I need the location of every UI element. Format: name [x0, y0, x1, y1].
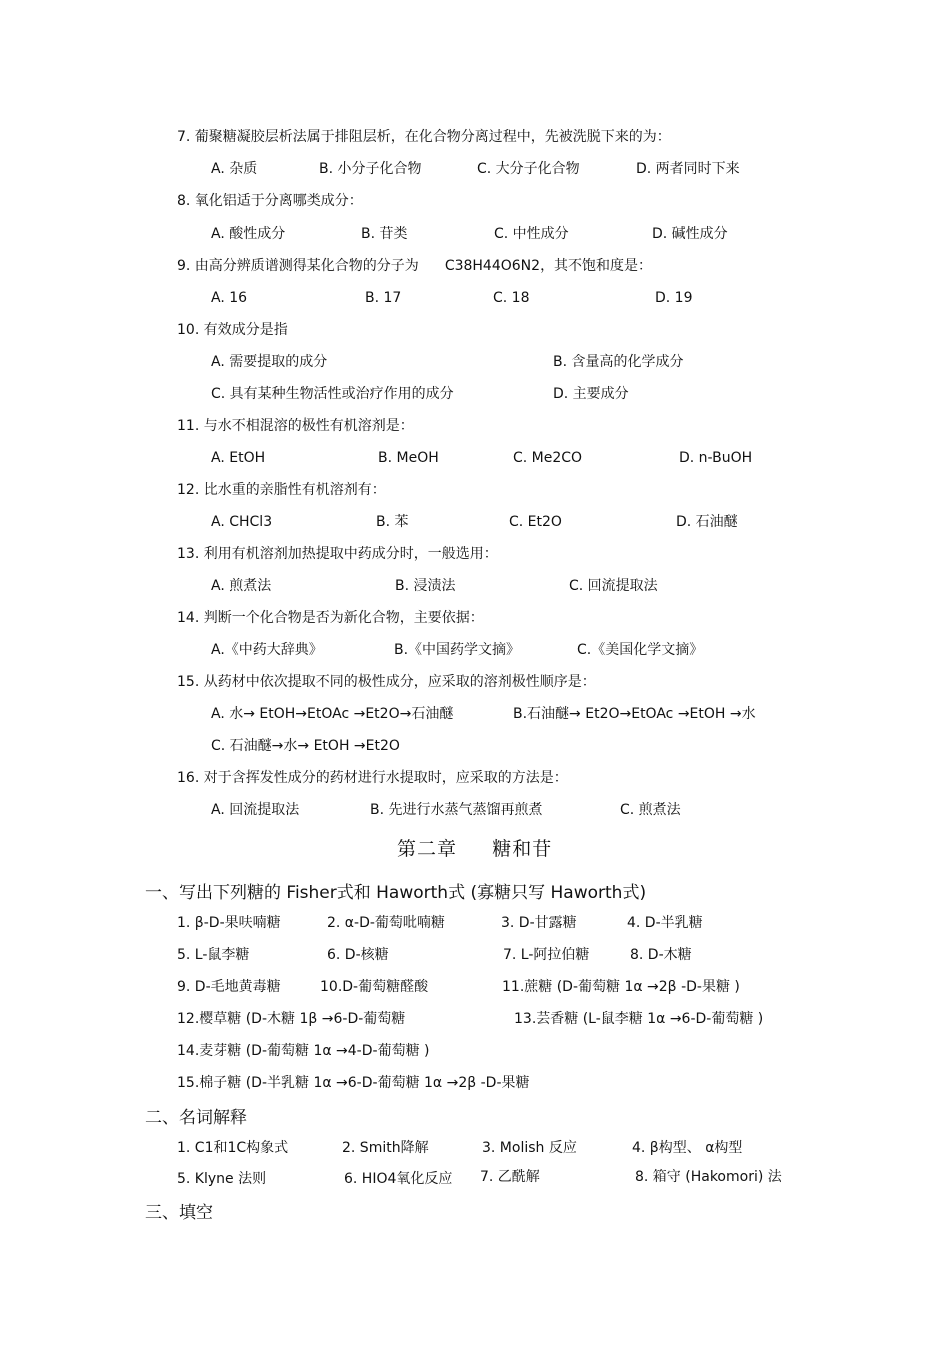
- question-stem: 16. 对于含挥发性成分的药材进行水提取时，应采取的方法是：: [177, 770, 568, 786]
- option-a: A. 回流提取法: [211, 802, 300, 818]
- option-b: B. 苷类: [361, 226, 408, 242]
- question-stem: 13. 利用有机溶剂加热提取中药成分时，一般选用：: [177, 546, 498, 562]
- section-heading: 一、写出下列糖的 Fisher式和 Haworth式 (寡糖只写 Haworth式): [145, 883, 647, 903]
- question-stem: 11. 与水不相混溶的极性有机溶剂是：: [177, 418, 414, 434]
- list-item: 4. D-半乳糖: [627, 915, 703, 931]
- list-item: 15.棉子糖 (D-半乳糖 1α →6-D-葡萄糖 1α →2β -D-果糖: [177, 1075, 530, 1091]
- question-stem: 8. 氧化铝适于分离哪类成分：: [177, 193, 363, 209]
- option-c: C. 具有某种生物活性或治疗作用的成分: [211, 386, 454, 402]
- list-item: 7. L-阿拉伯糖: [503, 947, 590, 963]
- list-item: 8. D-木糖: [630, 947, 692, 963]
- option-b: B. 小分子化合物: [319, 161, 422, 177]
- list-item: 12.樱草糖 (D-木糖 1β →6-D-葡萄糖: [177, 1011, 406, 1027]
- option-a: A. CHCl3: [211, 514, 273, 530]
- option-b: B. 浸渍法: [395, 578, 456, 594]
- option-c: C.《美国化学文摘》: [577, 642, 704, 658]
- option-d: D. 石油醚: [676, 514, 738, 530]
- option-c: C. 石油醚→水→ EtOH →Et2O: [211, 738, 400, 754]
- chapter-title: 第二章 糖和苷: [397, 838, 553, 860]
- section-heading: 二、名词解释: [145, 1108, 247, 1128]
- option-a: A. EtOH: [211, 450, 266, 466]
- list-item: 14.麦芽糖 (D-葡萄糖 1α →4-D-葡萄糖 ): [177, 1043, 430, 1059]
- option-c: C. Et2O: [509, 514, 562, 530]
- option-a: A. 需要提取的成分: [211, 354, 328, 370]
- list-item: 9. D-毛地黄毒糖: [177, 979, 281, 995]
- list-item: 5. L-鼠李糖: [177, 947, 250, 963]
- molecular-formula: C38H44O6N2: [444, 258, 541, 274]
- question-stem-text: ，其不饱和度是：: [540, 258, 653, 274]
- option-a: A.《中药大辞典》: [211, 642, 323, 658]
- question-stem: 14. 判断一个化合物是否为新化合物，主要依据：: [177, 610, 484, 626]
- option-b: B. MeOH: [378, 450, 439, 466]
- option-b: B.石油醚→ Et2O→EtOAc →EtOH →水: [513, 706, 756, 722]
- option-b: B. 苯: [376, 514, 409, 530]
- question-stem: 15. 从药材中依次提取不同的极性成分，应采取的溶剂极性顺序是：: [177, 674, 596, 690]
- section-heading: 三、填空: [145, 1203, 213, 1223]
- list-item: 7. 乙酰解: [480, 1169, 540, 1185]
- list-item: 2. α-D-葡萄吡喃糖: [327, 915, 445, 931]
- option-d: D. 碱性成分: [652, 226, 728, 242]
- list-item: 6. D-核糖: [327, 947, 389, 963]
- question-stem-text: 9. 由高分辨质谱测得某化合物的分子为: [177, 258, 419, 274]
- option-b: B. 17: [365, 290, 402, 306]
- list-item: 6. HIO4氧化反应: [344, 1171, 453, 1187]
- option-a: A. 煎煮法: [211, 578, 272, 594]
- option-b: B.《中国药学文摘》: [394, 642, 521, 658]
- option-a: A. 杂质: [211, 161, 258, 177]
- option-c: C. 煎煮法: [620, 802, 681, 818]
- list-item: 5. Klyne 法则: [177, 1171, 267, 1187]
- option-c: C. Me2CO: [513, 450, 583, 466]
- list-item: 3. Molish 反应: [482, 1140, 577, 1156]
- list-item: 2. Smith降解: [342, 1140, 429, 1156]
- question-stem: 10. 有效成分是指: [177, 322, 288, 338]
- list-item: 13.芸香糖 (L-鼠李糖 1α →6-D-葡萄糖 ): [514, 1011, 764, 1027]
- list-item: 11.蔗糖 (D-葡萄糖 1α →2β -D-果糖 ): [502, 979, 740, 995]
- list-item: 3. D-甘露糖: [501, 915, 577, 931]
- option-b: B. 先进行水蒸气蒸馏再煎煮: [370, 802, 543, 818]
- list-item: 8. 箱守 (Hakomori) 法: [635, 1169, 782, 1185]
- option-c: C. 大分子化合物: [477, 161, 580, 177]
- option-c: C. 回流提取法: [569, 578, 658, 594]
- question-stem: [177, 257, 652, 275]
- list-item: 1. β-D-果呋喃糖: [177, 915, 281, 931]
- list-item: 4. β构型、 α构型: [632, 1140, 743, 1156]
- option-d: D. 两者同时下来: [636, 161, 740, 177]
- question-stem: 7. 葡聚糖凝胶层析法属于排阻层析，在化合物分离过程中，先被洗脱下来的为：: [177, 129, 671, 145]
- option-a: A. 水→ EtOH→EtOAc →Et2O→石油醚: [211, 706, 454, 722]
- list-item: 10.D-葡萄糖醛酸: [320, 979, 429, 995]
- option-c: C. 中性成分: [494, 226, 569, 242]
- option-d: D. 主要成分: [553, 386, 629, 402]
- option-b: B. 含量高的化学成分: [553, 354, 684, 370]
- option-c: C. 18: [493, 290, 530, 306]
- option-a: A. 16: [211, 290, 248, 306]
- option-d: D. n-BuOH: [679, 450, 753, 466]
- option-a: A. 酸性成分: [211, 226, 286, 242]
- option-d: D. 19: [655, 290, 693, 306]
- question-stem: 12. 比水重的亲脂性有机溶剂有：: [177, 482, 386, 498]
- list-item: 1. C1和1C构象式: [177, 1140, 289, 1156]
